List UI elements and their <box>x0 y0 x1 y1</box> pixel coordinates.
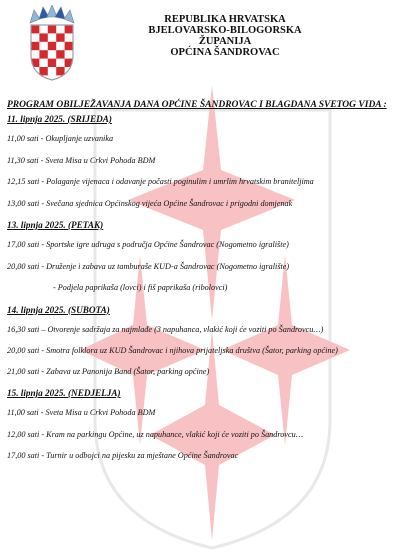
program-item: 20,00 sati - Smotra folklora uz KUD Šandrovac i njihova prijateljska društva (Šator, parking općine) <box>7 345 338 355</box>
header-county-word: ŽUPANIJA <box>198 36 252 47</box>
header-municipality: OPĆINA ŠANDROVAC <box>170 47 280 58</box>
program-item: 12,15 sati - Polaganje vijenaca i odavanje počasti poginulim i umrlim hrvatskim braniteljima <box>7 177 314 186</box>
program-item: 12,00 sati - Kram na parkingu Općine, uz napuhance, vlakić koji će voziti po Šandrovcu… <box>7 429 303 439</box>
program-content <box>7 100 403 473</box>
program-item: 21,00 sati - Zabava uz Panonija Band (Šator, parking općine) <box>7 366 210 376</box>
program-title: PROGRAM OBILJEŽAVANJA DANA OPĆINE ŠANDROVAC I BLAGDANA SVETOG VIDA : <box>7 100 387 110</box>
program-item: 20,00 sati - Druženje i zabava uz tamburaše KUD-a Šandrovac (Nogometno igralište) <box>7 261 290 271</box>
program-item: 11,00 sati - Sveta Misa u Crkvi Pohoda BDM <box>7 408 156 417</box>
header-country: REPUBLIKA HRVATSKA <box>164 14 286 25</box>
day-heading: 14. lipnja 2025. (SUBOTA) <box>7 304 110 315</box>
header-county: BJELOVARSKO-BILOGORSKA <box>148 25 302 36</box>
program-item: 17,00 sati - Turnir u odbojci na pijesku za mještane Općine Šandrovac <box>7 451 239 460</box>
croatia-coat-of-arms-icon <box>27 5 77 81</box>
day-heading: 11. lipnja 2025. (SRIJEDA) <box>7 114 112 124</box>
day-heading: 13. lipnja 2025. (PETAK) <box>7 220 104 230</box>
program-item: 11,00 sati - Okupljanje uzvanika <box>7 134 114 143</box>
program-item: - Podjela paprikaša (lovci) i fiš paprikaša (ribolovci) <box>53 283 228 292</box>
day-heading: 15. lipnja 2025. (NEDJELJA) <box>7 388 121 398</box>
program-item: 11,30 sati - Sveta Misa u Crkvi Pohoda BDM <box>7 155 156 165</box>
document-header <box>110 14 340 58</box>
program-item: 17,00 sati - Sportske igre udruga s područja Općine Šandrovac (Nogometno igralište) <box>7 240 289 249</box>
program-item: 13,00 sati - Svečana sjednica Općinskog vijeća Općine Šandrovac i prigodni domjenak <box>7 198 293 208</box>
program-item: 16,30 sati – Otvorenje sadržaja za najmlađe (3 napuhanca, vlakić koji će voziti po Šandrovcu…) <box>7 324 324 334</box>
